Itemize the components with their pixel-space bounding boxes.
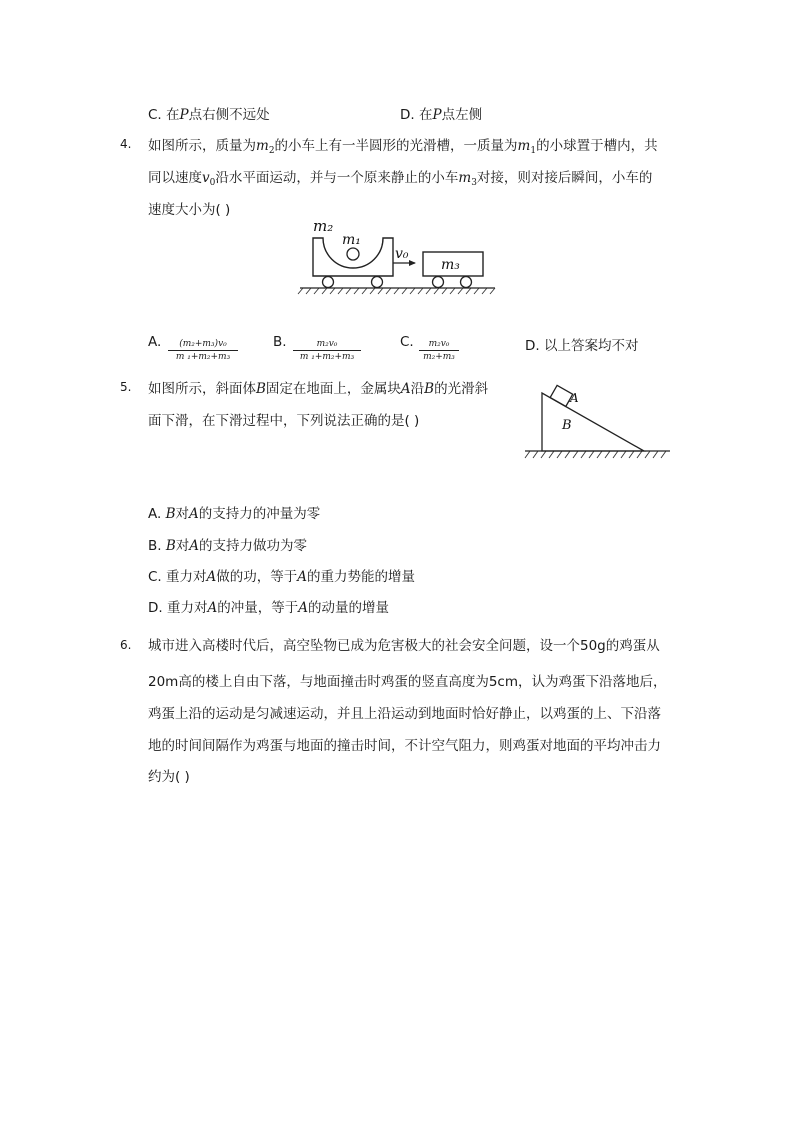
- question-number: 4.: [120, 137, 132, 151]
- q4-stem-line1: [148, 134, 658, 156]
- variable: A: [297, 569, 308, 585]
- variable: A: [206, 569, 217, 585]
- variable: P: [432, 107, 442, 123]
- quantity: 50g: [580, 638, 606, 654]
- option-text: 的支持力的冲量为零: [198, 506, 321, 522]
- q4-cart-figure: [295, 214, 500, 298]
- denominator: m ₁+m₂+m₃: [175, 352, 231, 362]
- stem-text: 如图所示，质量为: [148, 138, 256, 154]
- var: v: [202, 170, 210, 186]
- q4-option-b-fraction: [293, 338, 361, 363]
- q6-stem-line5: 约为( ): [148, 769, 190, 785]
- wheel: [372, 277, 383, 288]
- quantity: 20m: [148, 674, 179, 690]
- option-text: 在: [166, 107, 180, 123]
- ground-hatching: [525, 451, 666, 458]
- q3-option-d: [400, 103, 482, 123]
- q5-option-b: [148, 534, 307, 554]
- variable: B: [424, 381, 435, 397]
- variable: A: [189, 506, 199, 522]
- subscript: 1: [530, 146, 537, 156]
- q5-incline-figure: [522, 378, 674, 464]
- ball-m1: [347, 248, 359, 260]
- stem-text: 固定在地面上，金属块: [265, 381, 401, 397]
- subscript: 2: [268, 146, 275, 156]
- stem-text: 城市进入高楼时代后，高空坠物已成为危害极大的社会安全问题，设一个: [148, 638, 580, 654]
- option-text: 对: [175, 538, 190, 554]
- label-a: A: [570, 391, 579, 405]
- q5-stem-line1: [148, 377, 488, 397]
- stem-text: 如图所示，斜面体: [148, 381, 256, 397]
- var: m: [458, 170, 472, 186]
- q4-stem-line2: [148, 166, 652, 188]
- option-label: D.: [400, 107, 415, 123]
- option-text: 的支持力做功为零: [199, 538, 308, 554]
- question-number: 5.: [120, 380, 132, 394]
- option-label: C.: [148, 107, 162, 123]
- q4-option-c-fraction: [419, 338, 459, 363]
- q5-stem-line2: 面下滑，在下滑过程中，下列说法正确的是( ): [148, 413, 420, 429]
- q4-option-a-label: A.: [148, 334, 162, 350]
- option-text: 重力对: [166, 600, 208, 616]
- wheel: [461, 277, 472, 288]
- option-text: 的冲量，等于: [217, 600, 299, 616]
- q5-option-d: [148, 596, 389, 616]
- stem-text: 同以速度: [148, 170, 202, 186]
- q5-option-a: [148, 502, 320, 522]
- option-label: C.: [148, 569, 162, 585]
- numerator: m₂v₀: [419, 338, 459, 351]
- label-m2: m₂: [313, 217, 334, 235]
- wheel: [323, 277, 334, 288]
- option-label: D.: [525, 338, 540, 354]
- var: m: [517, 138, 531, 154]
- label-m3: m₃: [441, 257, 460, 273]
- q4-option-d: [525, 334, 638, 354]
- stem-text: 的小球置于槽内，共: [536, 138, 658, 154]
- label-m1: m₁: [342, 232, 361, 248]
- label-b: B: [562, 418, 572, 433]
- quantity: 5cm: [488, 674, 519, 690]
- variable: A: [400, 381, 411, 397]
- stem-text: 沿: [410, 381, 425, 397]
- wheel: [433, 277, 444, 288]
- q6-stem-line4: 地的时间间隔作为鸡蛋与地面的撞击时间，不计空气阻力，则鸡蛋对地面的平均冲击力: [148, 738, 661, 754]
- variable: B: [256, 381, 266, 397]
- option-text: 重力对: [166, 569, 207, 585]
- stem-text: 沿水平面运动，并与一个原来静止的小车: [215, 170, 459, 186]
- option-text: 在: [418, 107, 433, 123]
- option-text: 做的功，等于: [216, 569, 298, 585]
- stem-text: 的光滑斜: [434, 381, 489, 397]
- variable-m3: [458, 170, 477, 186]
- option-text: 以上答案均不对: [543, 338, 639, 354]
- label-v0: v₀: [395, 246, 409, 262]
- q4-option-a-fraction: [168, 338, 238, 363]
- denominator: m₂+m₃: [423, 352, 455, 362]
- option-label: A.: [148, 506, 162, 522]
- q6-stem-line3: 鸡蛋上沿的运动是匀减速运动，并且上沿运动到地面时恰好静止，以鸡蛋的上、下沿落: [148, 706, 661, 722]
- q6-stem-line2: [148, 670, 667, 690]
- variable: P: [179, 107, 189, 123]
- option-text: 点左侧: [441, 107, 483, 123]
- var: m: [256, 138, 269, 154]
- stem-text: 的鸡蛋从: [605, 638, 660, 654]
- variable: A: [189, 538, 200, 554]
- option-text: 点右侧不远处: [188, 107, 270, 123]
- ground-hatching: [298, 288, 495, 294]
- q4-option-c-label: C.: [400, 334, 414, 350]
- numerator: (m₂+m₃)v₀: [168, 338, 238, 351]
- variable-m1: [518, 138, 537, 154]
- subscript: 3: [471, 178, 477, 188]
- q5-option-c: [148, 565, 415, 585]
- q4-option-b-label: B.: [273, 334, 287, 350]
- stem-text: 的小车上有一半圆形的光滑槽，一质量为: [274, 138, 518, 154]
- velocity-arrow-head: [409, 260, 416, 266]
- option-text: 的重力势能的增量: [307, 569, 416, 585]
- option-text: 对: [175, 506, 190, 522]
- q3-option-c: [148, 103, 270, 123]
- variable-m2: [256, 138, 275, 154]
- variable: B: [165, 538, 176, 554]
- question-number: 6.: [120, 638, 132, 652]
- q6-stem-line1: [148, 634, 660, 654]
- subscript: 0: [209, 178, 216, 188]
- variable: A: [298, 600, 308, 616]
- stem-text: ，认为鸡蛋下沿落地后，: [518, 674, 667, 690]
- option-label: B.: [148, 538, 162, 554]
- variable: B: [165, 506, 176, 522]
- stem-text: 高的楼上自由下落，与地面撞击时鸡蛋的竖直高度为: [178, 674, 489, 690]
- q4-stem-line3: 速度大小为( ): [148, 202, 231, 218]
- numerator: m₂v₀: [293, 338, 361, 351]
- denominator: m ₁+m₂+m₃: [299, 352, 355, 362]
- variable-v0: [202, 170, 215, 186]
- stem-text: 对接，则对接后瞬间，小车的: [476, 170, 653, 186]
- variable: A: [207, 600, 218, 616]
- option-text: 的动量的增量: [307, 600, 389, 616]
- option-label: D.: [148, 600, 163, 616]
